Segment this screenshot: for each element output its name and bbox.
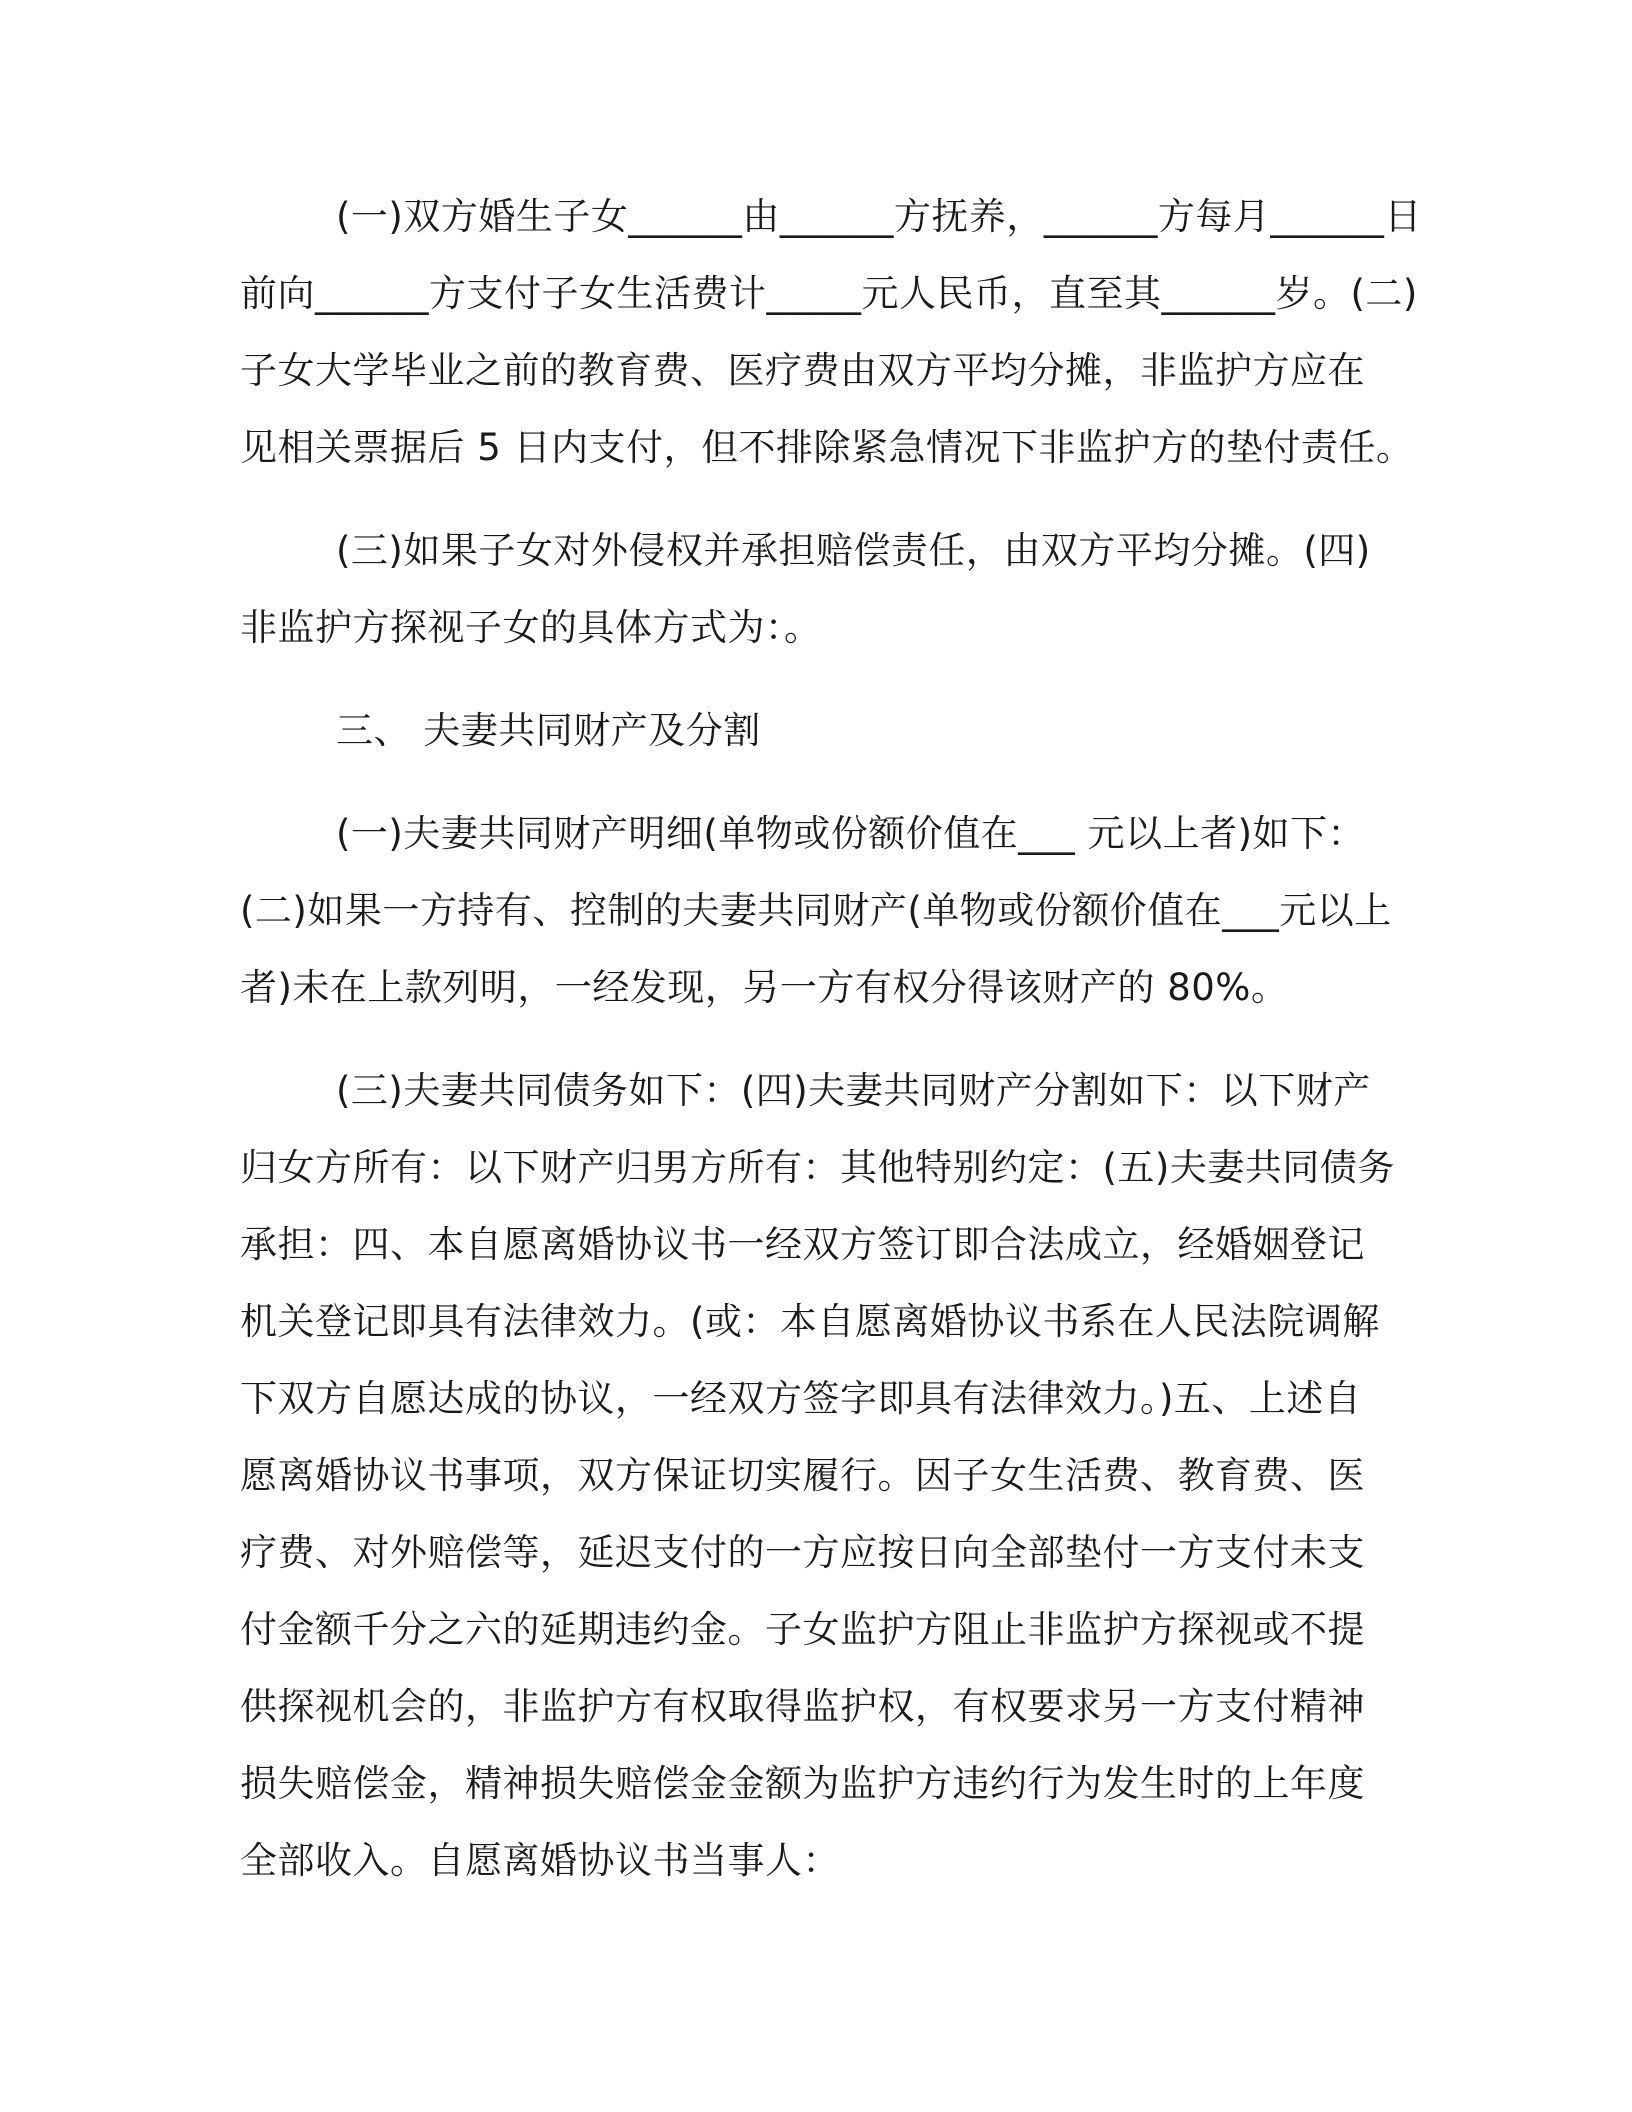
text-line: 前向______方支付子女生活费计_____元人民币，直至其______岁。(二) (240, 272, 1418, 315)
text-line: 付金额千分之六的延期违约金。子女监护方阻止非监护方探视或不提 (240, 1608, 1365, 1651)
text-line: 机关登记即具有法律效力。(或：本自愿离婚协议书系在人民法院调解 (240, 1300, 1380, 1343)
text-line: 非监护方探视子女的具体方式为：。 (240, 606, 822, 649)
paragraph-child-support (240, 178, 1422, 486)
text-line: 下双方自愿达成的协议，一经双方签字即具有法律效力。)五、上述自 (240, 1377, 1362, 1420)
text-line: 全部收入。自愿离婚协议书当事人： (240, 1839, 840, 1882)
text-line: 损失赔偿金，精神损失赔偿金金额为监护方违约行为发生时的上年度 (240, 1762, 1365, 1805)
section-heading-property (240, 692, 1380, 769)
text-line: 者)未在上款列明，一经发现，另一方有权分得该财产的 80%。 (240, 966, 1289, 1009)
text-line: 见相关票据后 5 日内支付，但不排除紧急情况下非监护方的垫付责任。 (240, 426, 1414, 469)
text-line: (一)夫妻共同财产明细(单物或份额价值在___ 元以上者)如下： (336, 812, 1365, 855)
text-line: (三)如果子女对外侵权并承担赔偿责任，由双方平均分摊。(四) (336, 529, 1371, 572)
section-heading: 三、 夫妻共同财产及分割 (336, 709, 761, 752)
paragraph-debts-and-terms (240, 1052, 1395, 1899)
paragraph-property-details (240, 795, 1392, 1026)
text-line: 子女大学毕业之前的教育费、医疗费由双方平均分摊，非监护方应在 (240, 349, 1365, 392)
text-line: 愿离婚协议书事项，双方保证切实履行。因子女生活费、教育费、医 (240, 1454, 1365, 1497)
text-line: 承担：四、本自愿离婚协议书一经双方签订即合法成立，经婚姻登记 (240, 1223, 1365, 1266)
text-line: 疗费、对外赔偿等，延迟支付的一方应按日向全部垫付一方支付未支 (240, 1531, 1365, 1574)
text-line: 供探视机会的，非监护方有权取得监护权，有权要求另一方支付精神 (240, 1685, 1365, 1728)
text-line: (三)夫妻共同债务如下：(四)夫妻共同财产分割如下：以下财产 (336, 1069, 1371, 1112)
paragraph-tort-liability (240, 512, 1380, 666)
text-line: (一)双方婚生子女______由______方抚养，______方每月______日 (336, 195, 1422, 238)
text-line: (二)如果一方持有、控制的夫妻共同财产(单物或份额价值在___元以上 (240, 889, 1392, 932)
text-line: 归女方所有：以下财产归男方所有：其他特别约定：(五)夫妻共同债务 (240, 1146, 1395, 1189)
